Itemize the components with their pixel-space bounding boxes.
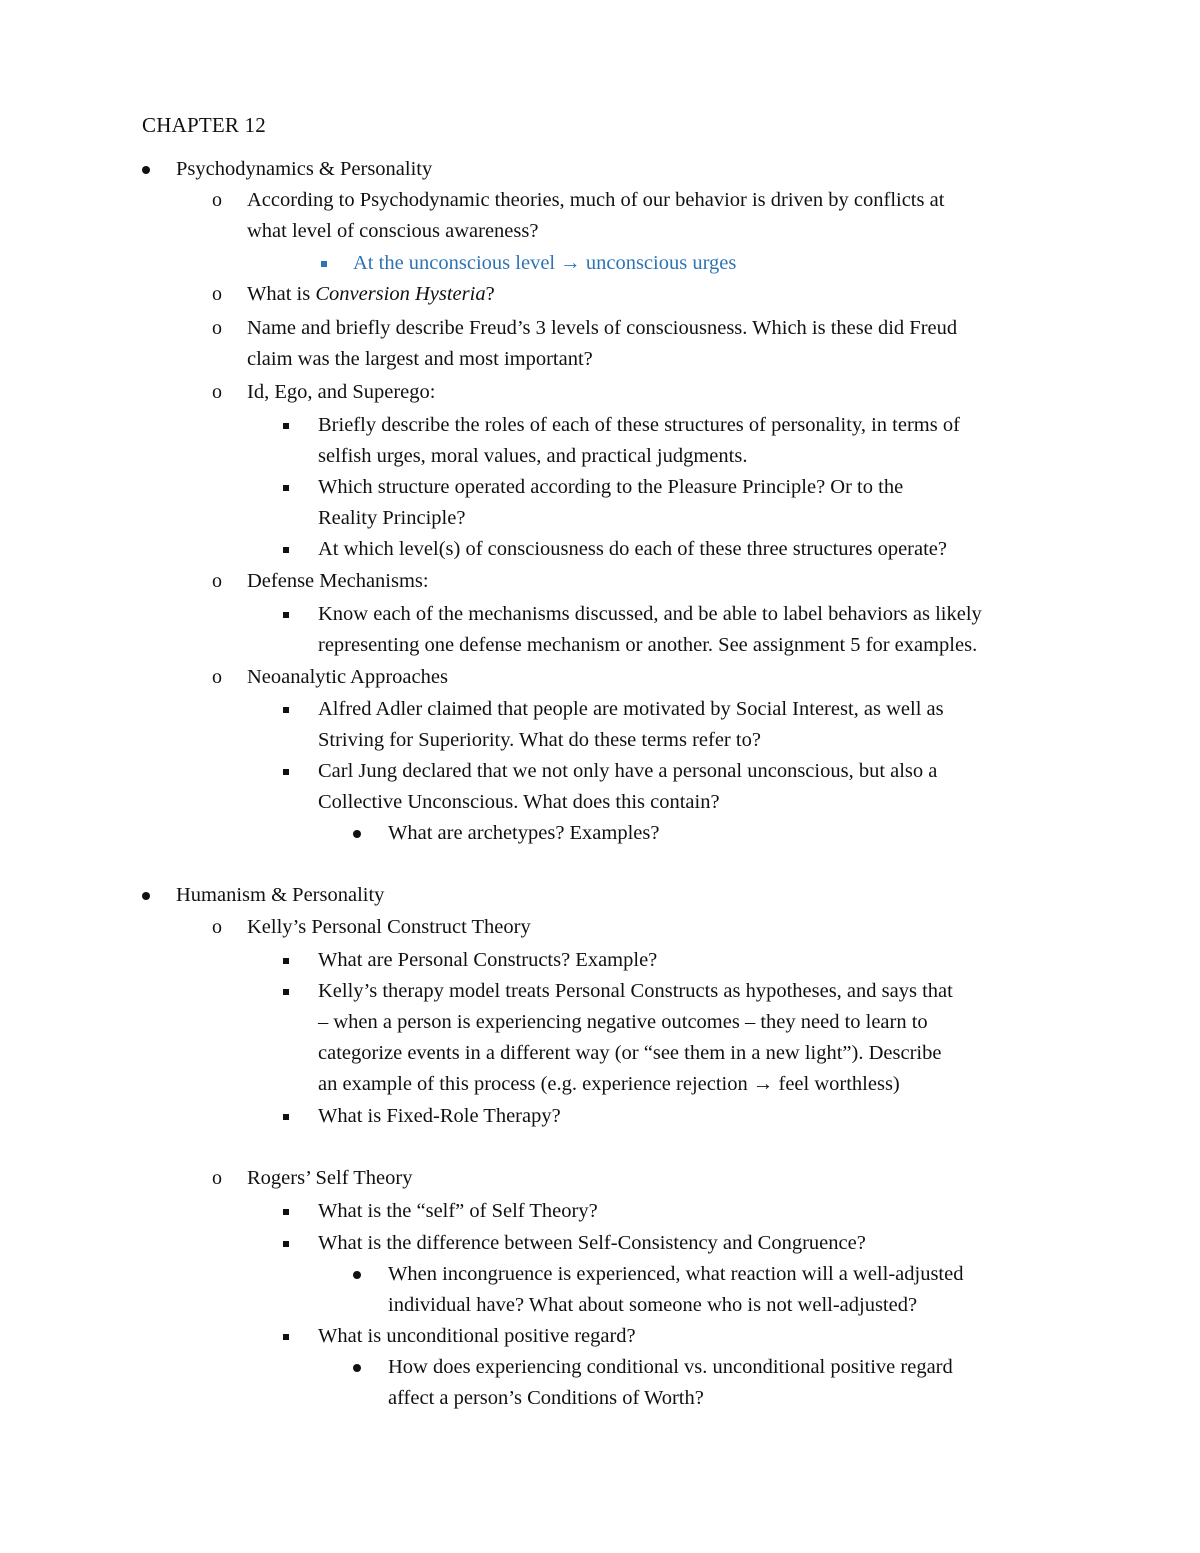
chapter-title: CHAPTER 12 <box>142 113 266 137</box>
item-text: Which structure operated according to the Pleasure Principle? Or to the <box>318 476 904 498</box>
bullet-square-icon <box>283 547 289 553</box>
section-heading: Humanism & Personality <box>176 884 385 906</box>
item-text: What is the difference between Self-Consistency and Congruence? <box>318 1232 866 1254</box>
item-text: Kelly’s therapy model treats Personal Constructs as hypotheses, and says that <box>318 980 953 1002</box>
bullet-square-icon <box>283 958 289 964</box>
item-text: Alfred Adler claimed that people are motivated by Social Interest, as well as <box>318 698 944 720</box>
item-text: Neoanalytic Approaches <box>247 666 448 688</box>
text-run: ? <box>485 283 495 305</box>
item-text: affect a person’s Conditions of Worth? <box>388 1387 704 1409</box>
bullet-dot-icon <box>353 1271 361 1279</box>
text-run: an example of this process (e.g. experience rejection <box>318 1073 748 1095</box>
bullet-square-icon <box>283 423 289 429</box>
item-text: Know each of the mechanisms discussed, and be able to label behaviors as likely <box>318 603 982 625</box>
item-text: According to Psychodynamic theories, much of our behavior is driven by conflicts at <box>247 189 945 211</box>
bullet-square-icon <box>283 1334 289 1340</box>
bullet-circle-icon: o <box>212 189 222 211</box>
bullet-square-icon <box>283 485 289 491</box>
item-text: Rogers’ Self Theory <box>247 1167 413 1189</box>
bullet-square-icon <box>283 707 289 713</box>
item-text: Reality Principle? <box>318 507 466 529</box>
item-text: Briefly describe the roles of each of these structures of personality, in terms of <box>318 414 960 436</box>
item-text: individual have? What about someone who is not well-adjusted? <box>388 1294 918 1316</box>
item-text: claim was the largest and most important? <box>247 348 593 370</box>
item-text: How does experiencing conditional vs. unconditional positive regard <box>388 1356 953 1378</box>
bullet-circle-icon: o <box>212 916 222 938</box>
bullet-dot-icon <box>353 830 361 838</box>
item-text: What is the “self” of Self Theory? <box>318 1200 598 1222</box>
text-run: feel worthless) <box>778 1073 900 1095</box>
item-text: representing one defense mechanism or another. See assignment 5 for examples. <box>318 634 978 656</box>
item-text: Id, Ego, and Superego: <box>247 381 436 403</box>
item-text: Carl Jung declared that we not only have a personal unconscious, but also a <box>318 760 938 782</box>
arrow-right-icon: → <box>752 1073 774 1095</box>
bullet-circle-icon: o <box>212 317 222 339</box>
answer-text <box>353 248 736 279</box>
text-run: What is <box>247 283 316 305</box>
item-text: What are archetypes? Examples? <box>388 822 660 844</box>
item-text: Kelly’s Personal Construct Theory <box>247 916 531 938</box>
item-text <box>247 279 495 310</box>
item-text: At which level(s) of consciousness do each of these three structures operate? <box>318 538 948 560</box>
bullet-square-icon <box>321 261 327 267</box>
item-text <box>318 1069 900 1100</box>
emphasis-text: Conversion Hysteria <box>315 283 486 305</box>
item-text: what level of conscious awareness? <box>247 220 539 242</box>
section-heading: Psychodynamics & Personality <box>176 158 433 180</box>
item-text: selfish urges, moral values, and practical judgments. <box>318 445 748 467</box>
bullet-circle-icon: o <box>212 381 222 403</box>
bullet-square-icon <box>283 769 289 775</box>
bullet-square-icon <box>283 1114 289 1120</box>
bullet-square-icon <box>283 1209 289 1215</box>
answer-post: unconscious urges <box>585 252 737 274</box>
bullet-square-icon <box>283 1241 289 1247</box>
bullet-square-icon <box>283 612 289 618</box>
item-text: Striving for Superiority. What do these terms refer to? <box>318 729 761 751</box>
item-text: Collective Unconscious. What does this contain? <box>318 791 720 813</box>
item-text: What are Personal Constructs? Example? <box>318 949 658 971</box>
item-text: – when a person is experiencing negative outcomes – they need to learn to <box>318 1011 928 1033</box>
item-text: Defense Mechanisms: <box>247 570 429 592</box>
item-text: Name and briefly describe Freud’s 3 levels of consciousness. Which is these did Freud <box>247 317 958 339</box>
arrow-right-icon: → <box>560 252 581 274</box>
item-text: What is Fixed-Role Therapy? <box>318 1105 561 1127</box>
bullet-dot-icon <box>353 1364 361 1372</box>
item-text: categorize events in a different way (or “see them in a new light”). Describe <box>318 1042 942 1064</box>
answer-pre: At the unconscious level <box>353 252 556 274</box>
bullet-square-icon <box>283 989 289 995</box>
item-text: When incongruence is experienced, what reaction will a well-adjusted <box>388 1263 964 1285</box>
bullet-circle-icon: o <box>212 570 222 592</box>
item-text: What is unconditional positive regard? <box>318 1325 636 1347</box>
bullet-circle-icon: o <box>212 666 222 688</box>
bullet-dot-icon <box>142 166 150 174</box>
bullet-dot-icon <box>142 892 150 900</box>
bullet-circle-icon: o <box>212 1167 222 1189</box>
bullet-circle-icon: o <box>212 283 222 305</box>
